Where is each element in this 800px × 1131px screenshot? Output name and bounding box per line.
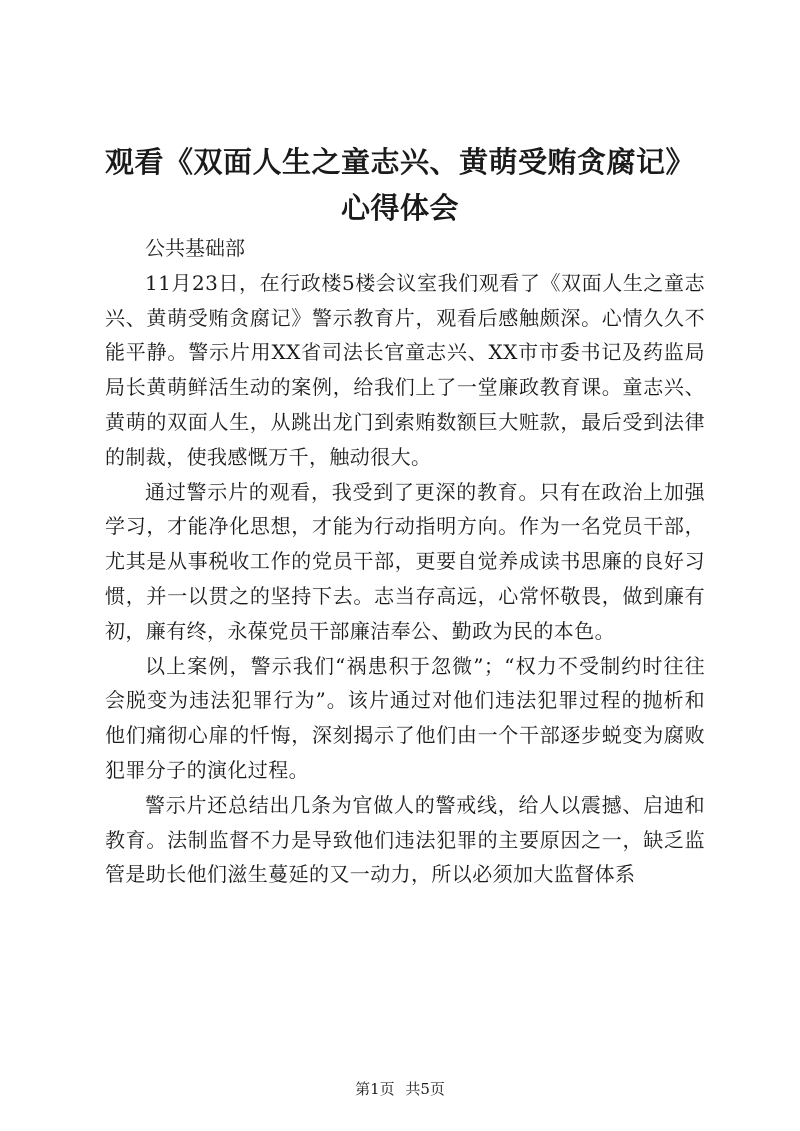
page-number: 第1页: [355, 1080, 395, 1098]
author-department: 公共基础部: [145, 236, 245, 260]
document-title-line-2: 心得体会: [340, 191, 459, 225]
paragraph-1: 11月23日，在行政楼5楼会议室我们观看了《双面人生之童志兴、黄萌受贿贪腐记》警示教育片，观看后感触颇深。心情久久不能平静。警示片用XX省司法长官童志兴、XX市市委书记及药监局局长黄萌鲜活生动的案例，给我们上了一堂廉政教育课。童志兴、黄萌的双面人生，从跳出龙门到索贿数额巨大赃款，最后受到法律的制裁，使我感慨万千，触动很大。: [105, 270, 705, 469]
paragraph-4: 警示片还总结出几条为官做人的警戒线，给人以震撼、启迪和教育。法制监督不力是导致他们违法犯罪的主要原因之一，缺乏监管是助长他们滋生蔓延的又一动力，所以必须加大监督体系: [105, 792, 705, 887]
paragraph-2: 通过警示片的观看，我受到了更深的教育。只有在政治上加强学习，才能净化思想，才能为行动指明方向。作为一名党员干部，尤其是从事税收工作的党员干部，更要自觉养成读书思廉的良好习惯，并一以贯之的坚持下去。志当存高远，心常怀敬畏，做到廉有初，廉有终，永葆党员干部廉洁奉公、勤政为民的本色。: [105, 479, 705, 643]
page-total: 共5页: [405, 1080, 445, 1098]
paragraph-3: 以上案例，警示我们“祸患积于忽微”；“权力不受制约时往往会脱变为违法犯罪行为”。该片通过对他们违法犯罪过程的抛析和他们痛彻心扉的忏悔，深刻揭示了他们由一个干部逐步蜕变为腐败犯罪分子的演化过程。: [105, 653, 705, 782]
document-body: [105, 231, 705, 892]
page-footer: [0, 1078, 800, 1099]
document-title-line-1: 观看《双面人生之童志兴、黄萌受贿贪腐记》: [104, 145, 695, 179]
